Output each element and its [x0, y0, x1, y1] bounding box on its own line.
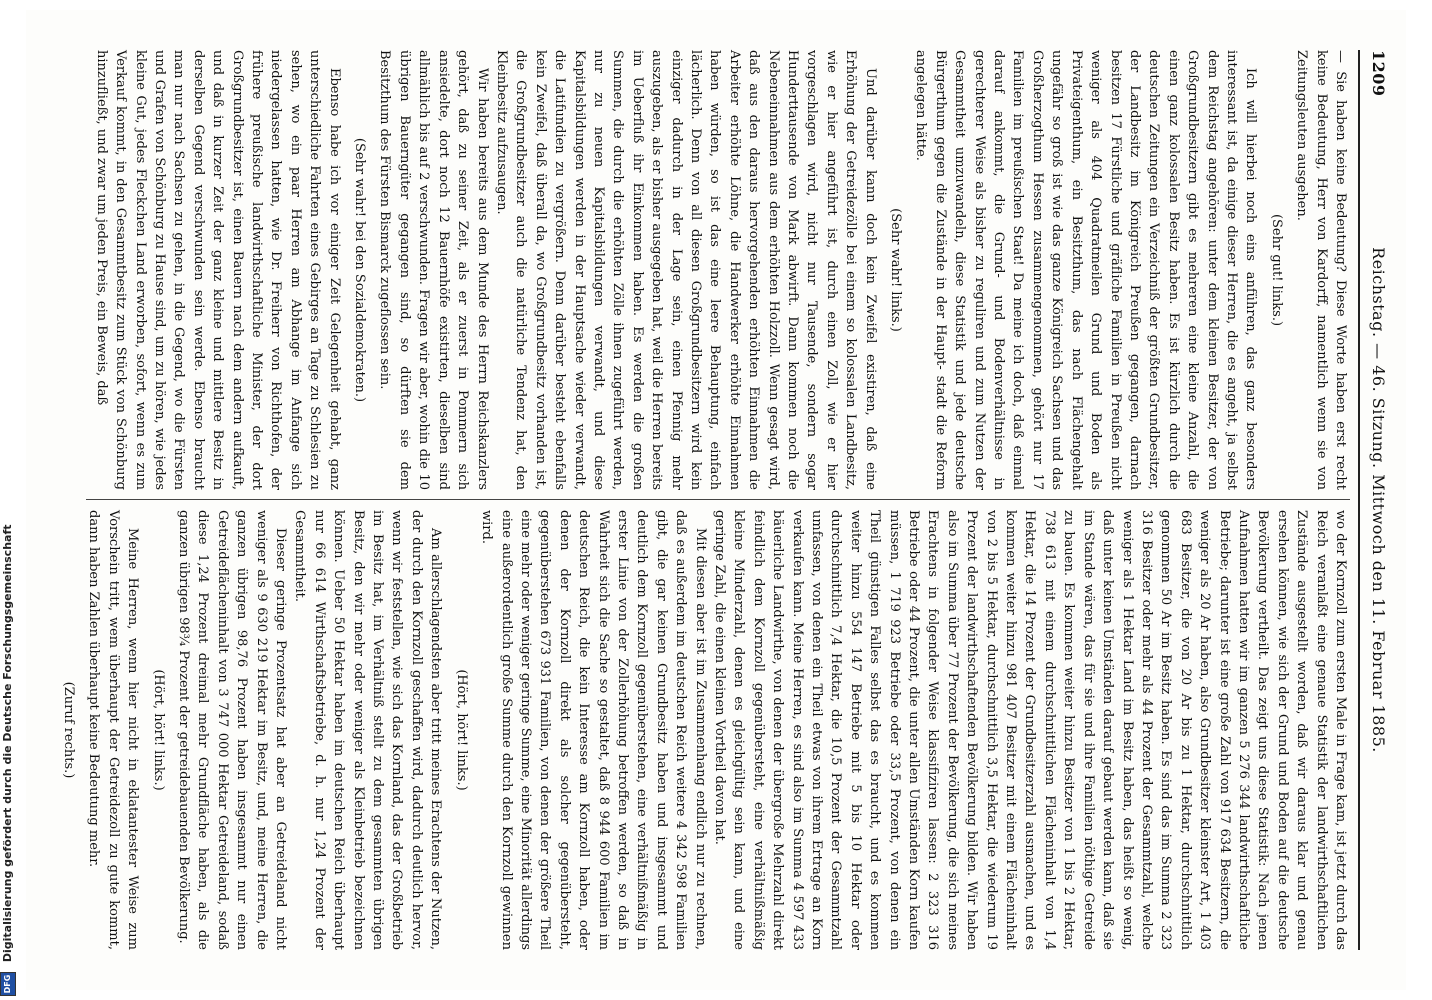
left-column [66, 50, 1350, 490]
paragraph: Meine Herren, wenn hier nicht in eklatantester Weise zum Vorschein tritt, wem überhaupt der Getreidezoll zu gute kommt, dann haben Zahlen überhaupt keine Bedeutung mehr. [86, 510, 141, 950]
funding-note-text: Digitalisierung gefördert durch die Deutsche Forschungsgemeinschaft [1, 524, 14, 963]
funding-note [0, 0, 22, 996]
running-head [1366, 50, 1388, 950]
right-column [61, 510, 1350, 950]
header-rule [1358, 50, 1360, 950]
page-number: 1209 [1369, 50, 1388, 97]
interjection: (Sehr wahr! links.) [888, 208, 904, 332]
paragraph: — Sie haben keine Bedeutung? Diese Worte haben erst recht keine Bedeutung, Herr von Kardorff, namentlich wenn sie von Zeitungsleuten ausgehen. [1294, 50, 1348, 490]
interjection: (Hört, hört! links.) [453, 669, 469, 791]
paragraph: Ich will hierbei noch eins anführen, das ganz besonders interessant ist, da einige dieser Herren, die es angeht, ja selbst dem Reichstag angehören: unter dem kleinen Besitzer, der von Großgrundbesitzern gibt es mehreren eine kleine Anzahl, die einen ganz kolossalen Besitz haben. Es ist kürzlich durch die deutschen Zeitungen ein Verzeichniß der größten Grundbesitzer, der Landbesitz im Königreich Preußen gegangen, darnach besitzen 17 Fürstliche und gräfliche Familien in Preußen nicht weniger als 404 Quadratmeilen Grund und Boden als Privateigenthum, ein Besitzthum, das nach Flächengehalt ungefähr so groß ist wie das ganze Königreich Sachsen und das Großherzogthum Hessen zusammengenommen, gehört nur 17 Familien im preußischen Staat! Da meine ich doch, daß einmal darauf ankommt, die Grund- und Bodenverhältnisse in gerechterer Weise als bisher zu reguliren und zum Nutzen der Gesammtheit umzuwandeln, diese Statistik und jede deutsche Bürgerthum gegen die Zustände in der Haupt- stadt die Reform angelegen hätte. [913, 50, 1259, 490]
interjection: (Sehr gut! links.) [1268, 213, 1284, 327]
interjection: (Zuruf rechts.) [61, 681, 76, 779]
paragraph: Mit diesen aber ist im Zusammenhang endlich nur zu rechnen, daß es außerdem im deutschen Reich weitere 4 342 598 Familien gibt, die gar keinen Grundbesitz haben und insgesammt und deutlich dem Kornzoll gegenüberstehen, eine verhältnißmäßig in erster Linie von der Zollerhöhung betroffen werden, so daß in Wahrheit sich die Sache so gestaltet, daß 8 944 600 Familien im deutschen Reich, die kein Interesse am Kornzoll haben, oder denen der Kornzoll direkt als solcher gegenübersteht, gegenüberstehen 673 931 Familien, von denen der größere Theil eine mehr oder weniger geringe Summe, eine Minorität allerdings eine außerordentlich große Summe durch den Kornzoll gewinnen wird. [479, 510, 708, 950]
paragraph: wo der Kornzoll zum ersten Male in Frage kam, ist jetzt durch das Reich veranlaßt eine genaue Statistik der landwirthschaftlichen Zustände ausgestellt worden, daß wir daraus klar und genau ersehen können, wie sich der Grund und Boden auf die deutsche Bevölkerung vertheilt. Das zeigt uns diese Statistik: Nach jenen Aufnahmen hatten wir im ganzen 5 276 344 landwirthschaftliche Betriebe; darunter ist eine große Zahl von 917 634 Besitzern, die weniger als 20 Ar haben, also Grundbesitzer kleinster Art, 1 403 683 Besitzer, die von 20 Ar bis zu 1 Hektar, durchschnittlich genommen 50 Ar im Besitz haben. Es sind das im Summa 2 323 316 Besitzer oder mehr als 44 Prozent der Gesammtzahl, welche weniger als 1 Hektar Land im Besitz haben, das heißt so wenig, daß unter keinen Umständen darauf gebaut werden kann, daß sie im Stande wären, das für sie und ihre Familien nöthige Getreide zu bauen. Es kommen weiter hinzu Besitzer von 1 bis 2 Hektar, 738 613 mit einem durchschnittlichen Flächeninhalt von 1,4 Hektar, die 14 Prozent der Grundbesitzerzahl ausmachen, und es kommen weiter hinzu 981 407 Besitzer mit einem Flächeninhalt von 2 bis 5 Hektar, durchschnittlich 3,5 Hektar, die wiederum 19 Prozent der landwirthschaftenden Bevölkerung bilden. Wir haben also im Summa über 77 Prozent der Bevölkerung, die sich meines Erachtens in folgender Weise klassifiziren lassen: 2 323 316 Betriebe oder 44 Prozent, die unter allen Umständen Korn kaufen müssen, 1 719 923 Betriebe oder 33,5 Prozent, von denen ein Theil günstigen Falles selbst das es braucht, und es kommen weiter hinzu 554 147 Betriebe mit 5 bis 10 Hektar oder durchschnittlich 7,4 Hektar, die 10,5 Prozent der Gesammtzahl umfassen, von denen ein Theil etwas von ihrem Ertrage an Korn verkaufen kann. Meine Herren, es sind also im Summa 4 597 433 bäuerliche Landwirthe, von denen der übergroße Mehrzahl direkt feindlich dem Kornzoll gegenübersteht, eine verhältnißmäßig kleine Minderzahl, denen es gleichgültig sein kann, und eine geringe Zahl, die einen kleinen Vortheil davon hat. [712, 510, 1348, 950]
paragraph: Ebenso habe ich vor einiger Zeit Gelegenheit gehabt, ganz unterschiedliche Fahrten eines Gebirges an Tage zu Schlesien zu sehen, wo ein paar Herren am Abhange im Anfange sich niedergelassen hatten, wie Dr. Freiherr von Richthofen, der frühere preußische landwirthschaftliche Minister, der dort Großgrundbesitzer ist, einen Bauern nach dem andern aufkauft, und daß in kurzer Zeit der ganz kleine und mittlere Besitz in derselben Gegend verschwunden sein werde. Ebenso braucht man nur nach Sachsen zu gehen, in die Gegend, wo die Fürsten und Grafen von Schönburg zu Hause sind, um zu hören, wie jedes kleine Gut, jedes Fleckchen Land erworben, sofort, wenn es zum Verkauf kommt, in den Gesammtbesitz zum Stück von Schönburg hinzufließt, und zwar um jeden Preis, ein Beweis, daß [93, 50, 342, 490]
paragraph: Wir haben bereits aus dem Munde des Herrn Reichskanzlers gehört, daß zu seiner Zeit, als er zuerst in Pommern sich ansiedelte, dort noch 12 Bauernhöfe existirten, dieselben sind allmählich bis auf 2 verschwunden. Fragen wir aber, wohin die 10 übrigen Bauerngüter gegangen sind, so dürften sie dem Besitzthum des Fürsten Bismarck zugeflossen sein. [377, 50, 490, 490]
paragraph: Und darüber kann doch kein Zweifel existiren, daß eine Erhöhung der Getreidezölle bei einem so kolossalen Landbesitz, wie er hier angeführt ist, durch einen Zoll, wie er hier vorgeschlagen wird, nicht nur Tausende, sondern sogar Hunderttausende von Mark abwirft. Dann kommen noch die Nebeneinnahmen aus dem erhöhten Holzzoll. Wenn gesagt wird, daß aus den daraus hervorgehenden erhöhten Einnahmen die Arbeiter erhöhte Löhne, die Handwerker erhöhte Einnahmen haben würden, so ist das eine leere Behauptung, einfach lächerlich. Denn von all diesen Großgrundbesitzern wird kein einziger dadurch in der Lage sein, einen Pfennig mehr auszugeben, als er bisher ausgegeben hat, weil die Herren bereits im Ueberfluß ihr Einkommen haben. Es werden die großen Summen, die durch die erhöhten Zölle ihnen zugeführt werden, nur zu neuen Kapitalsbildungen verwandt, und diese Kapitalsbildungen werden in der Hauptsache wieder verwandt, die Latifundien zu vergrößern. Denn darüber besteht ebenfalls kein Zweifel, daß überall da, wo Großgrundbesitz vorhanden ist, die Großgrundbesitzer auch die natürliche Tendenz hat, den Kleinbesitz aufzusaugen. [493, 50, 878, 490]
paragraph: Dieser geringe Prozentsatz hat aber an Getreideland nicht weniger als 9 630 219 Hektar im Besitz, und, meine Herren, die ganzen übrigen 98,76 Prozent haben insgesammt nur einen Getreideflächeninhalt von 3 747 000 Hektar Getreideland, sodaß diese 1,24 Prozent dreimal mehr Grundfläche haben, als die ganzen übrigen 98¾ Prozent der getreidebauenden Bevölkerung. [176, 510, 289, 950]
column-divider [86, 499, 1350, 500]
paragraph: Am allerschlagendsten aber tritt meines Erachtens der Nutzen, der durch den Kornzoll geschaffen wird, dadurch deutlich hervor, wenn wir feststellen, wie sich das Kornland, das der Großbetrieb im Besitz hat, im Verhältniß stellt zu dem gesammten übrigen Besitz, den wir mehr oder weniger als Kleinbetrieb bezeichnen können. Ueber 50 Hektar haben im deutschen Reich überhaupt nur 66 614 Wirthschaftsbetriebe, d. h. nur 1,24 Prozent der Gesammtheit. [292, 510, 444, 950]
scanned-page [26, 10, 1406, 990]
interjection: (Hört, hört! links.) [150, 669, 166, 791]
running-head-title: Reichstag. — 46. Sitzung. Mittwoch den 11. Februar 1885. [1369, 247, 1388, 753]
interjection: (Sehr wahr! bei den Sozialdemokraten.) [352, 137, 368, 403]
dfg-logo: DFG [0, 972, 16, 996]
